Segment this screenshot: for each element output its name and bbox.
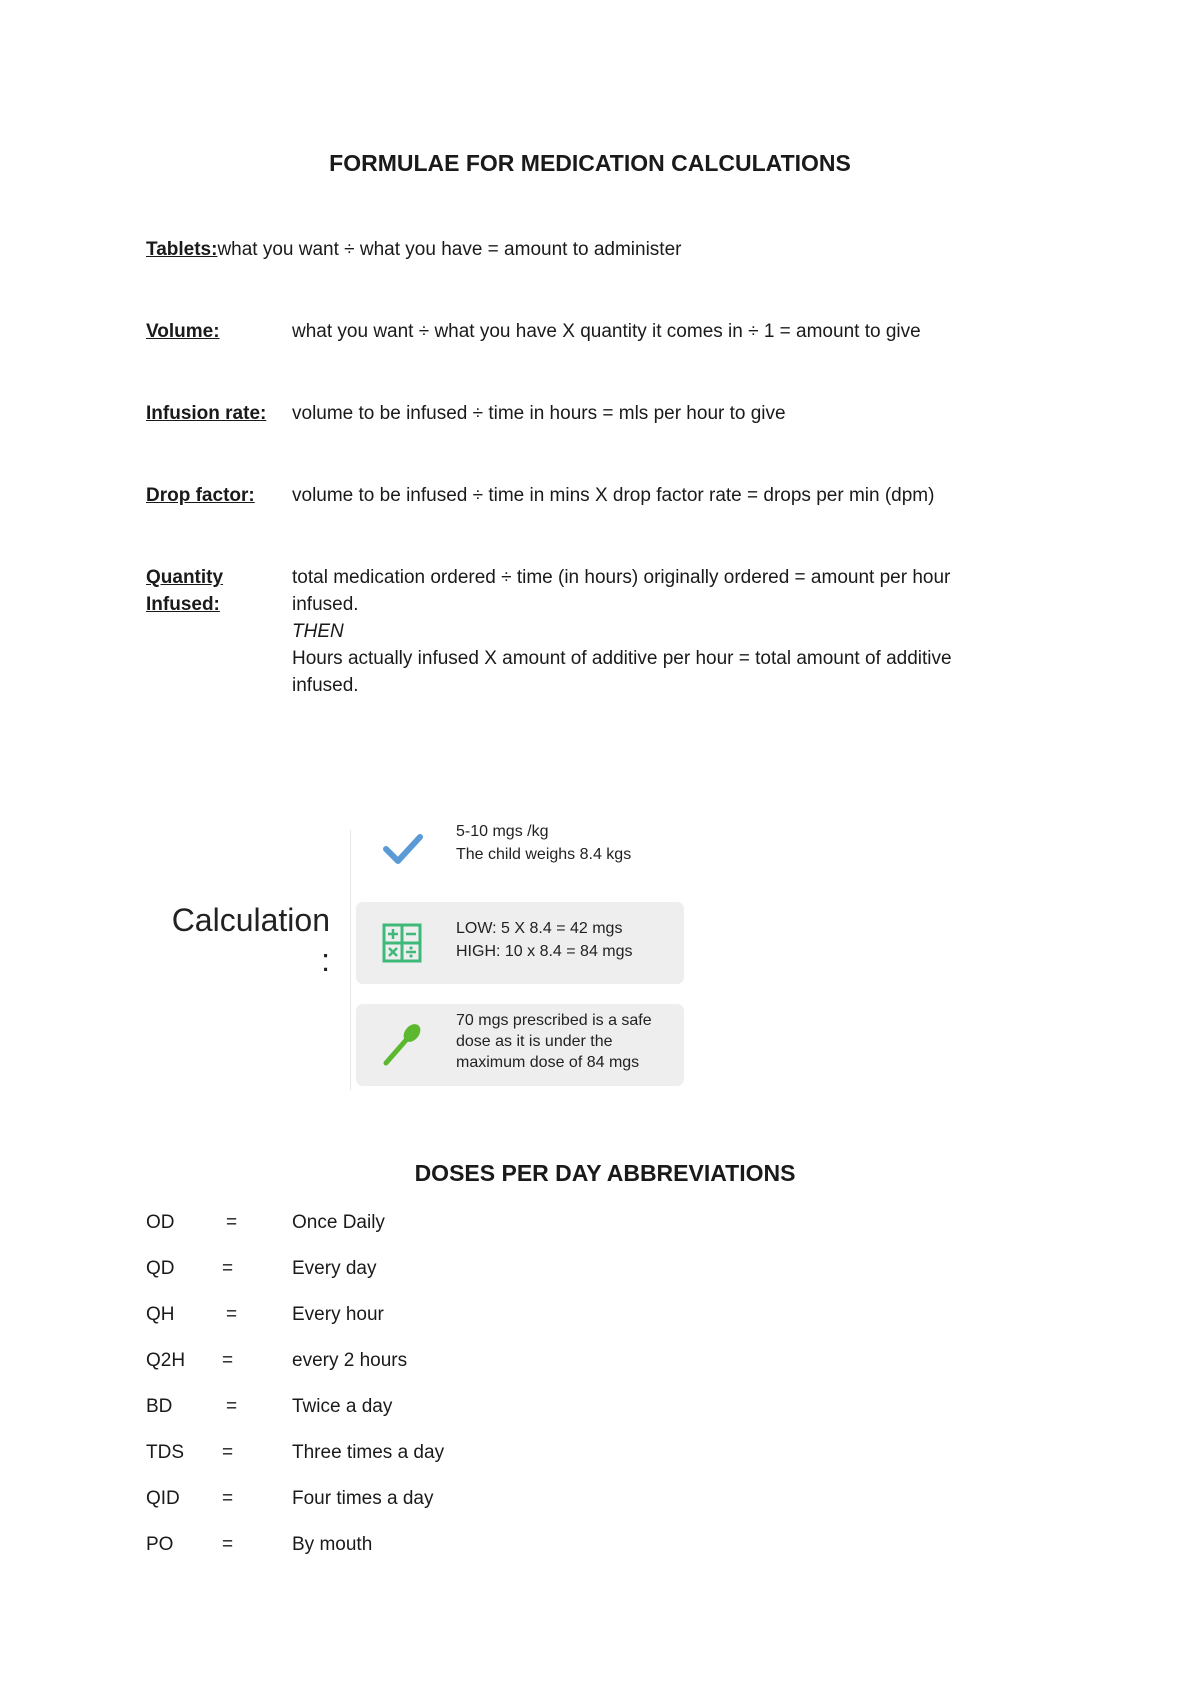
qi-line3: Hours actually infused X amount of additive per hour = total amount of additive: [292, 648, 952, 669]
abbreviation-equals: =: [226, 1304, 238, 1325]
abbreviation-code: TDS: [146, 1442, 184, 1463]
calc-step-1-line1: 5-10 mgs /kg: [456, 823, 549, 840]
calculation-label: Calculation: [171, 902, 330, 938]
formula-label-volume: Volume:: [146, 321, 220, 342]
abbreviation-code: Q2H: [146, 1350, 186, 1371]
calc-step-2-line2: HIGH: 10 x 8.4 = 84 mgs: [456, 943, 633, 960]
abbreviation-meaning: Once Daily: [292, 1212, 385, 1233]
qi-line2: infused.: [292, 594, 359, 615]
abbreviation-meaning: Four times a day: [292, 1488, 434, 1509]
calculation-heading: [160, 900, 330, 980]
qi-then: THEN: [292, 621, 344, 642]
formula-label-line2: Infused:: [146, 594, 220, 615]
abbreviation-equals: =: [222, 1442, 234, 1463]
abbreviation-code: BD: [146, 1396, 173, 1417]
formula-tablets: [146, 236, 681, 263]
abbreviation-code: QD: [146, 1258, 175, 1279]
calc-step-dosage: [356, 808, 684, 890]
abbreviation-code: PO: [146, 1534, 174, 1555]
abbreviation-meaning: Every day: [292, 1258, 377, 1279]
formula-label-quantity-infused: [146, 564, 286, 618]
formula-label-line1: Quantity: [146, 567, 224, 588]
abbreviation-equals: =: [222, 1350, 234, 1371]
abbreviation-code: OD: [146, 1212, 175, 1233]
formula-text-drop-factor: volume to be infused ÷ time in mins X drop factor rate = drops per min (dpm): [292, 485, 935, 506]
formula-label-infusion-rate: Infusion rate:: [146, 403, 267, 424]
formula-quantity-infused: [146, 564, 1046, 704]
abbreviation-equals: =: [222, 1258, 234, 1279]
calculation-colon: :: [321, 942, 330, 978]
formula-label-drop-factor: Drop factor:: [146, 485, 255, 506]
abbreviation-equals: =: [222, 1534, 234, 1555]
abbreviation-meaning: Three times a day: [292, 1442, 445, 1463]
abbreviation-code: QID: [146, 1488, 180, 1509]
calc-step-3-line3: maximum dose of 84 mgs: [456, 1054, 640, 1071]
calc-step-1-line2: The child weighs 8.4 kgs: [456, 846, 632, 863]
calc-step-range: [356, 902, 684, 984]
abbreviation-meaning: every 2 hours: [292, 1350, 408, 1371]
abbreviation-equals: =: [222, 1488, 234, 1509]
abbreviation-meaning: By mouth: [292, 1534, 373, 1555]
checkmark-icon: [378, 825, 426, 873]
calc-step-2-line1: LOW: 5 X 8.4 = 42 mgs: [456, 920, 623, 937]
abbreviation-code: QH: [146, 1304, 175, 1325]
abbreviation-equals: =: [226, 1396, 238, 1417]
spoon-icon: [378, 1021, 426, 1069]
formula-text-tablets: what you want ÷ what you have = amount to administer: [217, 239, 682, 260]
abbreviation-meaning: Every hour: [292, 1304, 384, 1325]
calc-step-conclusion: [356, 1004, 684, 1086]
formula-label-tablets: Tablets:: [146, 239, 218, 260]
qi-line4: infused.: [292, 675, 359, 696]
abbreviation-equals: =: [226, 1212, 238, 1233]
qi-line1: total medication ordered ÷ time (in hours) originally ordered = amount per hour: [292, 567, 951, 588]
formula-text-volume: what you want ÷ what you have X quantity it comes in ÷ 1 = amount to give: [292, 321, 921, 342]
formula-text-infusion-rate: volume to be infused ÷ time in hours = mls per hour to give: [292, 403, 786, 424]
abbreviations-title: DOSES PER DAY ABBREVIATIONS: [414, 1160, 796, 1186]
calc-step-3-line1: 70 mgs prescribed is a safe: [456, 1012, 652, 1029]
abbreviation-meaning: Twice a day: [292, 1396, 393, 1417]
calculator-icon: [378, 919, 426, 967]
page-title: FORMULAE FOR MEDICATION CALCULATIONS: [329, 150, 851, 176]
calc-step-3-line2: dose as it is under the: [456, 1033, 613, 1050]
formula-text-quantity-infused: [292, 564, 1172, 699]
calculation-divider: [350, 830, 351, 1090]
